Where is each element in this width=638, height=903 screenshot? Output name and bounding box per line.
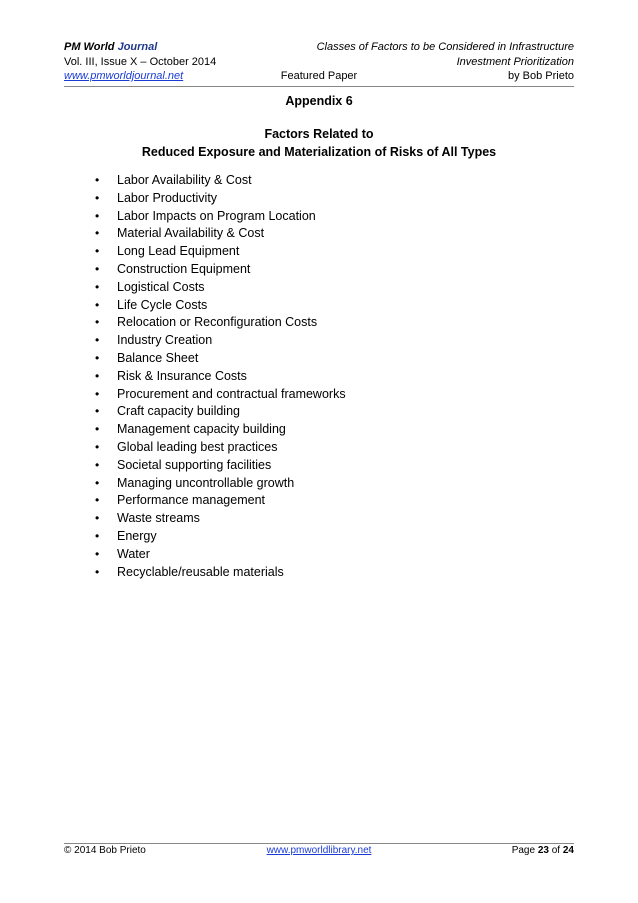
list-item-text: Relocation or Reconfiguration Costs (117, 315, 318, 330)
list-item (95, 314, 346, 332)
list-item (95, 243, 346, 261)
list-item (95, 510, 346, 528)
page-current: 23 (537, 845, 549, 856)
list-item-text: Managing uncontrollable growth (117, 475, 295, 490)
bullet-icon: • (95, 422, 100, 437)
article-title-line2: Investment Prioritization (456, 55, 574, 68)
list-item-text: Management capacity building (117, 422, 286, 437)
footer-divider (64, 843, 574, 844)
list-item (95, 297, 346, 315)
bullet-icon: • (95, 190, 100, 205)
list-item-text: Societal supporting facilities (117, 457, 272, 472)
list-item-text: Material Availability & Cost (117, 226, 265, 241)
bullet-icon: • (95, 261, 100, 276)
page-footer (64, 845, 574, 861)
bullet-icon: • (95, 279, 100, 294)
author: by Bob Prieto (507, 70, 574, 82)
bullet-icon: • (95, 528, 100, 543)
list-item-text: Water (117, 546, 150, 561)
bullet-icon: • (95, 226, 100, 241)
list-item-text: Construction Equipment (117, 261, 251, 276)
bullet-icon: • (95, 493, 100, 508)
appendix-title: Appendix 6 (285, 94, 353, 108)
list-item-text: Labor Impacts on Program Location (117, 208, 316, 223)
list-item-text: Energy (117, 528, 157, 543)
bullet-icon: • (95, 350, 100, 365)
list-item (95, 386, 346, 404)
copyright: © 2014 Bob Prieto (64, 845, 146, 856)
bullet-icon: • (95, 333, 100, 348)
journal-website-link[interactable]: www.pmworldjournal.net (64, 70, 184, 82)
section-subtitle-line1: Factors Related to (264, 127, 374, 141)
article-title-line1: Classes of Factors to be Considered in Infrastructure (316, 41, 574, 53)
list-item (95, 421, 346, 439)
list-item-text: Recyclable/reusable materials (117, 564, 284, 579)
factor-list (95, 172, 346, 581)
list-item-text: Logistical Costs (117, 279, 205, 294)
bullet-icon: • (95, 297, 100, 312)
bullet-icon: • (95, 386, 100, 401)
list-item (95, 546, 346, 564)
list-item-text: Risk & Insurance Costs (117, 368, 247, 383)
bullet-icon: • (95, 208, 100, 223)
list-item (95, 225, 346, 243)
list-item (95, 528, 346, 546)
list-item (95, 368, 346, 386)
page-prefix: Page (511, 845, 538, 856)
list-item (95, 492, 346, 510)
list-item-text: Global leading best practices (117, 439, 278, 454)
list-item-text: Craft capacity building (117, 404, 240, 419)
list-item (95, 208, 346, 226)
page-of: of (548, 845, 563, 856)
journal-brand (64, 40, 157, 55)
list-item (95, 261, 346, 279)
bullet-icon: • (95, 564, 100, 579)
list-item (95, 564, 346, 582)
journal-brand-part2: Journal (117, 41, 158, 53)
paper-type: Featured Paper (280, 70, 358, 82)
list-item-text: Procurement and contractual frameworks (117, 386, 346, 401)
bullet-icon: • (95, 368, 100, 383)
list-item (95, 279, 346, 297)
bullet-icon: • (95, 546, 100, 561)
list-item (95, 403, 346, 421)
list-item-text: Long Lead Equipment (117, 244, 240, 259)
list-item-text: Waste streams (117, 511, 200, 526)
list-item-text: Life Cycle Costs (117, 297, 208, 312)
bullet-icon: • (95, 439, 100, 454)
list-item (95, 172, 346, 190)
list-item-text: Balance Sheet (117, 350, 199, 365)
list-item (95, 475, 346, 493)
list-item (95, 457, 346, 475)
bullet-icon: • (95, 511, 100, 526)
volume-issue: Vol. III, Issue X – October 2014 (64, 55, 217, 68)
bullet-icon: • (95, 244, 100, 259)
library-link[interactable]: www.pmworldlibrary.net (266, 845, 372, 856)
list-item-text: Labor Productivity (117, 190, 218, 205)
bullet-icon: • (95, 315, 100, 330)
list-item-text: Industry Creation (117, 333, 213, 348)
list-item (95, 350, 346, 368)
list-item-text: Labor Availability & Cost (117, 173, 252, 187)
page-header (64, 40, 574, 90)
bullet-icon: • (95, 404, 100, 419)
page-total: 24 (562, 845, 574, 856)
list-item (95, 190, 346, 208)
section-subtitle-line2: Reduced Exposure and Materialization of Risks of All Types (141, 145, 497, 159)
list-item (95, 439, 346, 457)
list-item-text: Performance management (117, 493, 265, 508)
bullet-icon: • (95, 457, 100, 472)
list-item (95, 332, 346, 350)
page-number (512, 845, 574, 856)
bullet-icon: • (95, 173, 100, 187)
header-divider (64, 86, 574, 87)
bullet-icon: • (95, 475, 100, 490)
journal-brand-part1: PM World (64, 41, 118, 53)
